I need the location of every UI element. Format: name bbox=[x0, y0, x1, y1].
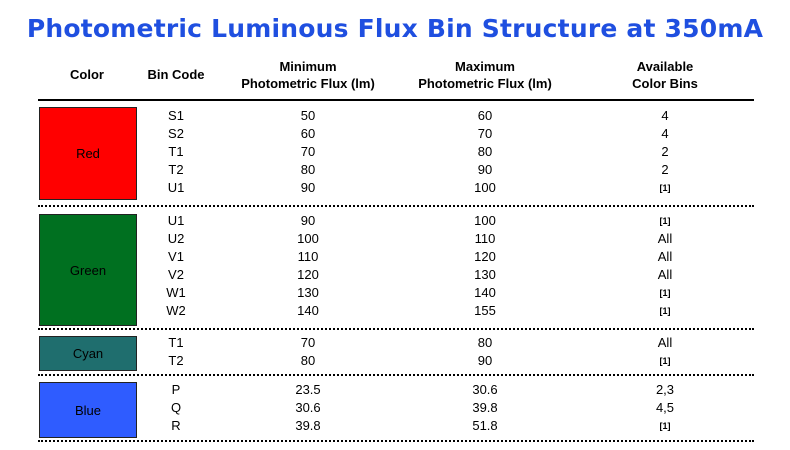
available-bins-cell: 4 bbox=[661, 108, 669, 123]
min-flux-cell: 140 bbox=[297, 303, 319, 318]
min-flux-cell: 130 bbox=[297, 285, 319, 300]
bin-code-cell: T2 bbox=[168, 162, 184, 177]
max-flux-cell: 120 bbox=[474, 249, 496, 264]
bin-code-cell: S2 bbox=[168, 126, 184, 141]
header-color: Color bbox=[70, 67, 104, 82]
max-flux-cell: 110 bbox=[474, 231, 496, 246]
color-swatch-blue bbox=[39, 382, 137, 438]
bin-code-cell: Q bbox=[170, 400, 182, 415]
bin-code-cell: T2 bbox=[168, 353, 184, 368]
footnote-marker: [1] bbox=[659, 216, 671, 226]
bin-code-cell: U2 bbox=[167, 231, 185, 246]
max-flux-cell: 80 bbox=[477, 144, 493, 159]
available-bins-cell bbox=[615, 417, 715, 435]
available-bins-cell: 4,5 bbox=[655, 400, 675, 415]
min-flux-cell: 70 bbox=[300, 335, 316, 350]
min-flux-cell: 70 bbox=[300, 144, 316, 159]
max-flux-cell: 51.8 bbox=[472, 418, 498, 433]
available-bins-cell: All bbox=[657, 335, 673, 350]
color-swatch-green bbox=[39, 214, 137, 326]
max-flux-cell: 70 bbox=[477, 126, 493, 141]
max-flux-cell: 39.8 bbox=[472, 400, 498, 415]
bin-code-cell: W2 bbox=[166, 303, 186, 318]
available-bins-cell bbox=[615, 302, 715, 320]
min-flux-cell: 50 bbox=[300, 108, 316, 123]
max-flux-cell: 90 bbox=[477, 353, 493, 368]
color-label: Blue bbox=[74, 402, 102, 418]
max-flux-cell: 100 bbox=[474, 213, 496, 228]
bin-code-cell: T1 bbox=[168, 144, 184, 159]
footnote-marker: [1] bbox=[659, 288, 671, 298]
footnote-marker: [1] bbox=[659, 306, 671, 316]
bin-code-cell: U1 bbox=[167, 180, 185, 195]
available-bins-cell: 2 bbox=[661, 162, 669, 177]
footnote-marker: [1] bbox=[659, 183, 671, 193]
available-bins-cell bbox=[615, 179, 715, 197]
color-label: Red bbox=[76, 146, 100, 161]
bin-code-cell: R bbox=[171, 418, 181, 433]
footnote-marker: [1] bbox=[659, 356, 671, 366]
max-flux-cell: 30.6 bbox=[472, 382, 498, 397]
bin-code-cell: W1 bbox=[166, 285, 186, 300]
group-separator bbox=[38, 328, 754, 330]
available-bins-cell: 2,3 bbox=[655, 382, 675, 397]
max-flux-cell: 130 bbox=[474, 267, 496, 282]
color-label: Cyan bbox=[72, 346, 104, 361]
available-bins-cell: All bbox=[657, 267, 673, 282]
color-swatch-red bbox=[39, 107, 137, 200]
min-flux-cell: 100 bbox=[297, 231, 319, 246]
max-flux-cell: 80 bbox=[477, 335, 493, 350]
available-bins-cell bbox=[615, 212, 715, 230]
bin-code-cell: S1 bbox=[168, 108, 184, 123]
min-flux-cell: 60 bbox=[300, 126, 316, 141]
min-flux-cell: 90 bbox=[300, 213, 316, 228]
min-flux-cell: 90 bbox=[300, 180, 316, 195]
max-flux-cell: 90 bbox=[477, 162, 493, 177]
header-bin-code: Bin Code bbox=[147, 67, 205, 82]
available-bins-cell: 4 bbox=[661, 126, 669, 141]
available-bins-cell bbox=[615, 352, 715, 370]
bin-code-cell: V2 bbox=[168, 267, 184, 282]
group-separator bbox=[38, 205, 754, 207]
max-flux-cell: 140 bbox=[474, 285, 496, 300]
min-flux-cell: 120 bbox=[297, 267, 319, 282]
min-flux-cell: 110 bbox=[297, 249, 319, 264]
header-available: Available Color Bins bbox=[632, 59, 698, 91]
available-bins-cell: 2 bbox=[661, 144, 669, 159]
page-title: Photometric Luminous Flux Bin Structure at 350mA bbox=[26, 14, 764, 43]
max-flux-cell: 155 bbox=[474, 303, 496, 318]
bin-code-cell: U1 bbox=[167, 213, 185, 228]
color-label: Green bbox=[69, 262, 107, 278]
available-bins-cell: All bbox=[657, 249, 673, 264]
bin-code-cell: T1 bbox=[168, 335, 184, 350]
footnote-marker: [1] bbox=[659, 421, 671, 431]
color-swatch-cyan bbox=[39, 336, 137, 371]
bin-code-cell: P bbox=[171, 382, 181, 397]
min-flux-cell: 30.6 bbox=[295, 400, 321, 415]
bin-code-cell: V1 bbox=[168, 249, 184, 264]
min-flux-cell: 23.5 bbox=[295, 382, 321, 397]
header-max-flux: Maximum Photometric Flux (lm) bbox=[418, 59, 552, 91]
available-bins-cell: All bbox=[657, 231, 673, 246]
header-rule bbox=[38, 99, 754, 101]
available-bins-cell bbox=[615, 284, 715, 302]
min-flux-cell: 80 bbox=[300, 353, 316, 368]
group-separator bbox=[38, 440, 754, 442]
min-flux-cell: 39.8 bbox=[295, 418, 321, 433]
max-flux-cell: 60 bbox=[477, 108, 493, 123]
max-flux-cell: 100 bbox=[474, 180, 496, 195]
min-flux-cell: 80 bbox=[300, 162, 316, 177]
group-separator bbox=[38, 374, 754, 376]
header-min-flux: Minimum Photometric Flux (lm) bbox=[241, 59, 375, 91]
